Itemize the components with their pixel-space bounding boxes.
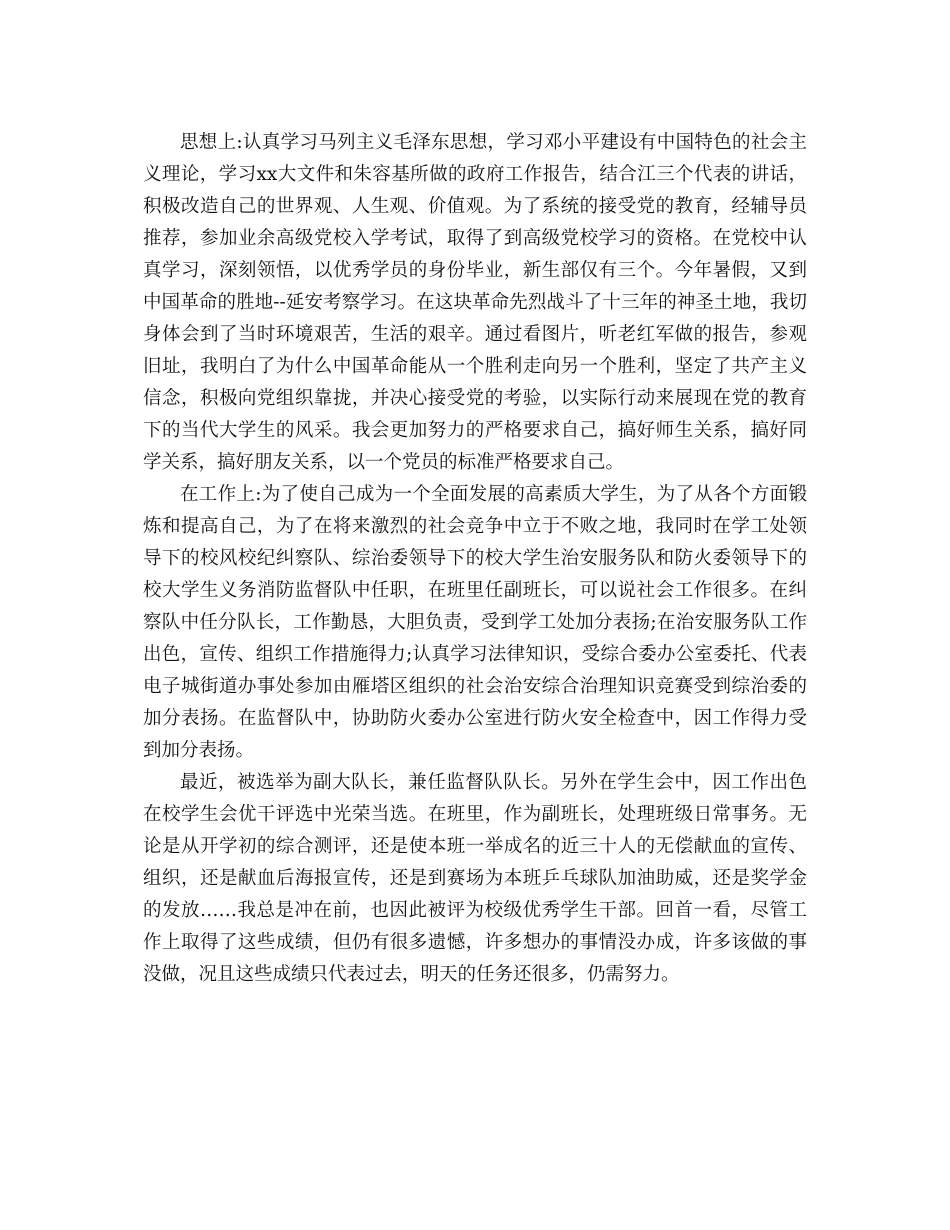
paragraph-recent: 最近，被选举为副大队长，兼任监督队队长。另外在学生会中，因工作出色在校学生会优干评选中光荣当选。在班里，作为副班长，处理班级日常事务。无论是从开学初的综合测评，还是使本班一举成名的近三十人的无偿献血的宣传、组织，还是献血后海报宣传，还是到赛场为本班乒乓球队加油助威，还是奖学金的发放……我总是冲在前，也因此被评为校级优秀学生干部。回首一看，尽管工作上取得了这些成绩，但仍有很多遗憾，许多想办的事情没办成，许多该做的事没做，况且这些成绩只代表过去，明天的任务还很多，仍需努力。 [143, 772, 807, 985]
document-body [143, 127, 807, 991]
paragraph-work: 在工作上:为了使自己成为一个全面发展的高素质大学生，为了从各个方面锻炼和提高自己，为了在将来激烈的社会竞争中立于不败之地，我同时在学工处领导下的校风校纪纠察队、综治委领导下的校大学生治安服务队和防火委领导下的校大学生义务消防监督队中任职，在班里任副班长，可以说社会工作很多。在纠察队中任分队长，工作勤恳，大胆负责，受到学工处加分表扬;在治安服务队工作出色，宣传、组织工作措施得力;认真学习法律知识，受综合委办公室委托、代表电子城街道办事处参加由雁塔区组织的社会治安综合治理知识竞赛受到综治委的加分表扬。在监督队中，协助防火委办公室进行防火安全检查中，因工作得力受到加分表扬。 [143, 484, 807, 761]
paragraph-ideology: 思想上:认真学习马列主义毛泽东思想，学习邓小平建设有中国特色的社会主义理论，学习xx大文件和朱容基所做的政府工作报告，结合江三个代表的讲话，积极改造自己的世界观、人生观、价值观。为了系统的接受党的教育，经辅导员推荐，参加业余高级党校入学考试，取得了到高级党校学习的资格。在党校中认真学习，深刻领悟，以优秀学员的身份毕业，新生部仅有三个。今年暑假，又到中国革命的胜地--延安考察学习。在这块革命先烈战斗了十三年的神圣土地，我切身体会到了当时环境艰苦，生活的艰辛。通过看图片，听老红军做的报告，参观旧址，我明白了为什么中国革命能从一个胜利走向另一个胜利，坚定了共产主义信念，积极向党组织靠拢，并决心接受党的考验，以实际行动来展现在党的教育下的当代大学生的风采。我会更加努力的严格要求自己，搞好师生关系，搞好同学关系，搞好朋友关系，以一个党员的标准严格要求自己。 [143, 132, 807, 473]
